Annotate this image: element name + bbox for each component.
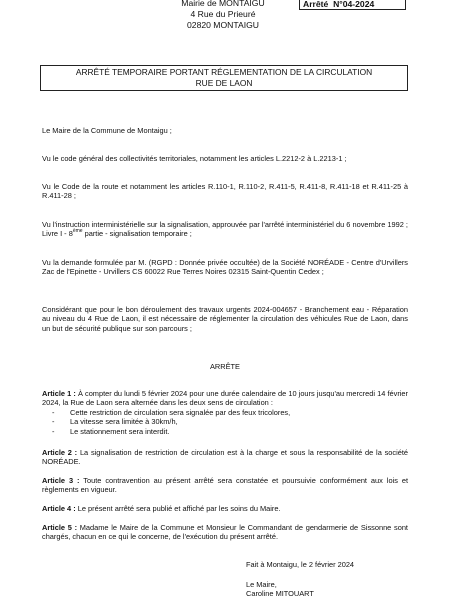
list-item bbox=[42, 427, 408, 436]
list-dash: - bbox=[52, 407, 55, 417]
article-1-list bbox=[42, 408, 408, 436]
list-item-text: La vitesse sera limitée à 30km/h, bbox=[70, 417, 178, 427]
article-3 bbox=[42, 476, 408, 495]
title-line: ARRÊTÉ TEMPORAIRE PORTANT RÉGLEMENTATION DE LA CIRCULATION bbox=[75, 67, 373, 77]
article-label: Article 4 : bbox=[42, 504, 76, 513]
list-dash: - bbox=[52, 417, 55, 427]
preamble bbox=[42, 258, 408, 277]
signature-name: Caroline MITOUART bbox=[246, 589, 314, 598]
address-line: Mairie de MONTAIGU bbox=[181, 0, 265, 8]
address-line: 02820 MONTAIGU bbox=[187, 20, 259, 31]
arrete-heading: ARRÊTE bbox=[210, 362, 240, 371]
address-line: 4 Rue du Prieuré bbox=[190, 9, 256, 20]
article-5 bbox=[42, 523, 408, 542]
ordinal-superscript: ème bbox=[72, 228, 83, 235]
article-1 bbox=[42, 389, 408, 436]
preamble-paragraph: Considérant que pour le bon déroulement des travaux urgents 2024-004657 - Branchement eau - Réparation au niveau du 4 Rue de Laon, il est nécessaire de réglementer la circulation des véhicules Rue de Laon, dans un but de sécurité publique sur son parcours ; bbox=[42, 305, 408, 333]
signature-role: Le Maire, bbox=[246, 580, 277, 589]
list-item bbox=[42, 408, 408, 417]
article-text: Le présent arrêté sera publié et affiché par les soins du Maire. bbox=[75, 504, 281, 513]
article-paragraph bbox=[42, 389, 408, 408]
title-line: RUE DE LAON bbox=[195, 78, 253, 88]
article-text: À compter du lundi 5 février 2024 pour une durée calendaire de 10 jours jusqu'au mercredi 14 février 2024, la Rue de Laon sera alternée dans les deux sens de circulation : bbox=[42, 389, 408, 408]
list-item-text: Cette restriction de circulation sera signalée par des feux tricolores, bbox=[70, 407, 291, 417]
list-dash: - bbox=[52, 426, 55, 436]
article-4 bbox=[42, 504, 408, 513]
preamble-text: partie - signalisation temporaire ; bbox=[82, 229, 192, 239]
article-label: Article 5 : bbox=[42, 523, 78, 532]
preamble-paragraph: Vu le Code de la route et notamment les articles R.110-1, R.110-2, R.411-5, R.411-8, R.411-18 et R.411-25 à R.411-28 ; bbox=[42, 182, 408, 201]
preamble bbox=[42, 154, 408, 163]
mairie-address bbox=[168, 0, 278, 32]
article-paragraph bbox=[42, 504, 408, 513]
preamble bbox=[42, 305, 408, 333]
article-2 bbox=[42, 448, 408, 467]
preamble bbox=[42, 182, 408, 201]
preamble-paragraph bbox=[42, 220, 408, 239]
preamble-text: Vu l'instruction interministérielle sur la signalisation, approuvée par l'arrêté interministériel du 6 novembre 1992 ; Livre I - 8 bbox=[42, 220, 408, 239]
article-text: Madame le Maire de la Commune et Monsieur le Commandant de gendarmerie de Sissonne sont chargés, chacun en ce qui le concerne, de l'exécution du présent arrêté. bbox=[42, 523, 408, 542]
article-text: Toute contravention au présent arrêté sera constatée et poursuivie conformément aux lois et règlements en vigueur. bbox=[42, 476, 409, 495]
document-title bbox=[40, 65, 408, 91]
signature-place-date: Fait à Montaigu, le 2 février 2024 bbox=[246, 560, 355, 569]
preamble bbox=[42, 126, 408, 135]
preamble-paragraph: Vu le code général des collectivités territoriales, notamment les articles L.2212-2 à L.2213-1 ; bbox=[42, 154, 347, 163]
preamble-paragraph: Le Maire de la Commune de Montaigu ; bbox=[42, 126, 172, 135]
arrete-number-box: Arrêté N°04-2024 bbox=[299, 0, 406, 10]
list-item bbox=[42, 417, 408, 426]
list-item-text: Le stationnement sera interdit. bbox=[70, 426, 170, 436]
article-paragraph bbox=[42, 523, 408, 542]
article-text: La signalisation de restriction de circulation est à la charge et sous la responsabilité de la société NORÉADE. bbox=[42, 448, 409, 467]
article-paragraph bbox=[42, 448, 408, 467]
article-label: Article 2 : bbox=[42, 448, 78, 457]
article-paragraph bbox=[42, 476, 408, 495]
article-label: Article 1 : bbox=[42, 389, 76, 398]
preamble bbox=[42, 220, 408, 239]
article-label: Article 3 : bbox=[42, 476, 80, 485]
preamble-paragraph: Vu la demande formulée par M. (RGPD : Donnée privée occultée) de la Société NORÉADE - Centre d'Urvillers Zac de l'Epinette - Urvillers CS 60022 Rue Terres Noires 02315 Saint-Quentin Cedex ; bbox=[42, 258, 408, 277]
